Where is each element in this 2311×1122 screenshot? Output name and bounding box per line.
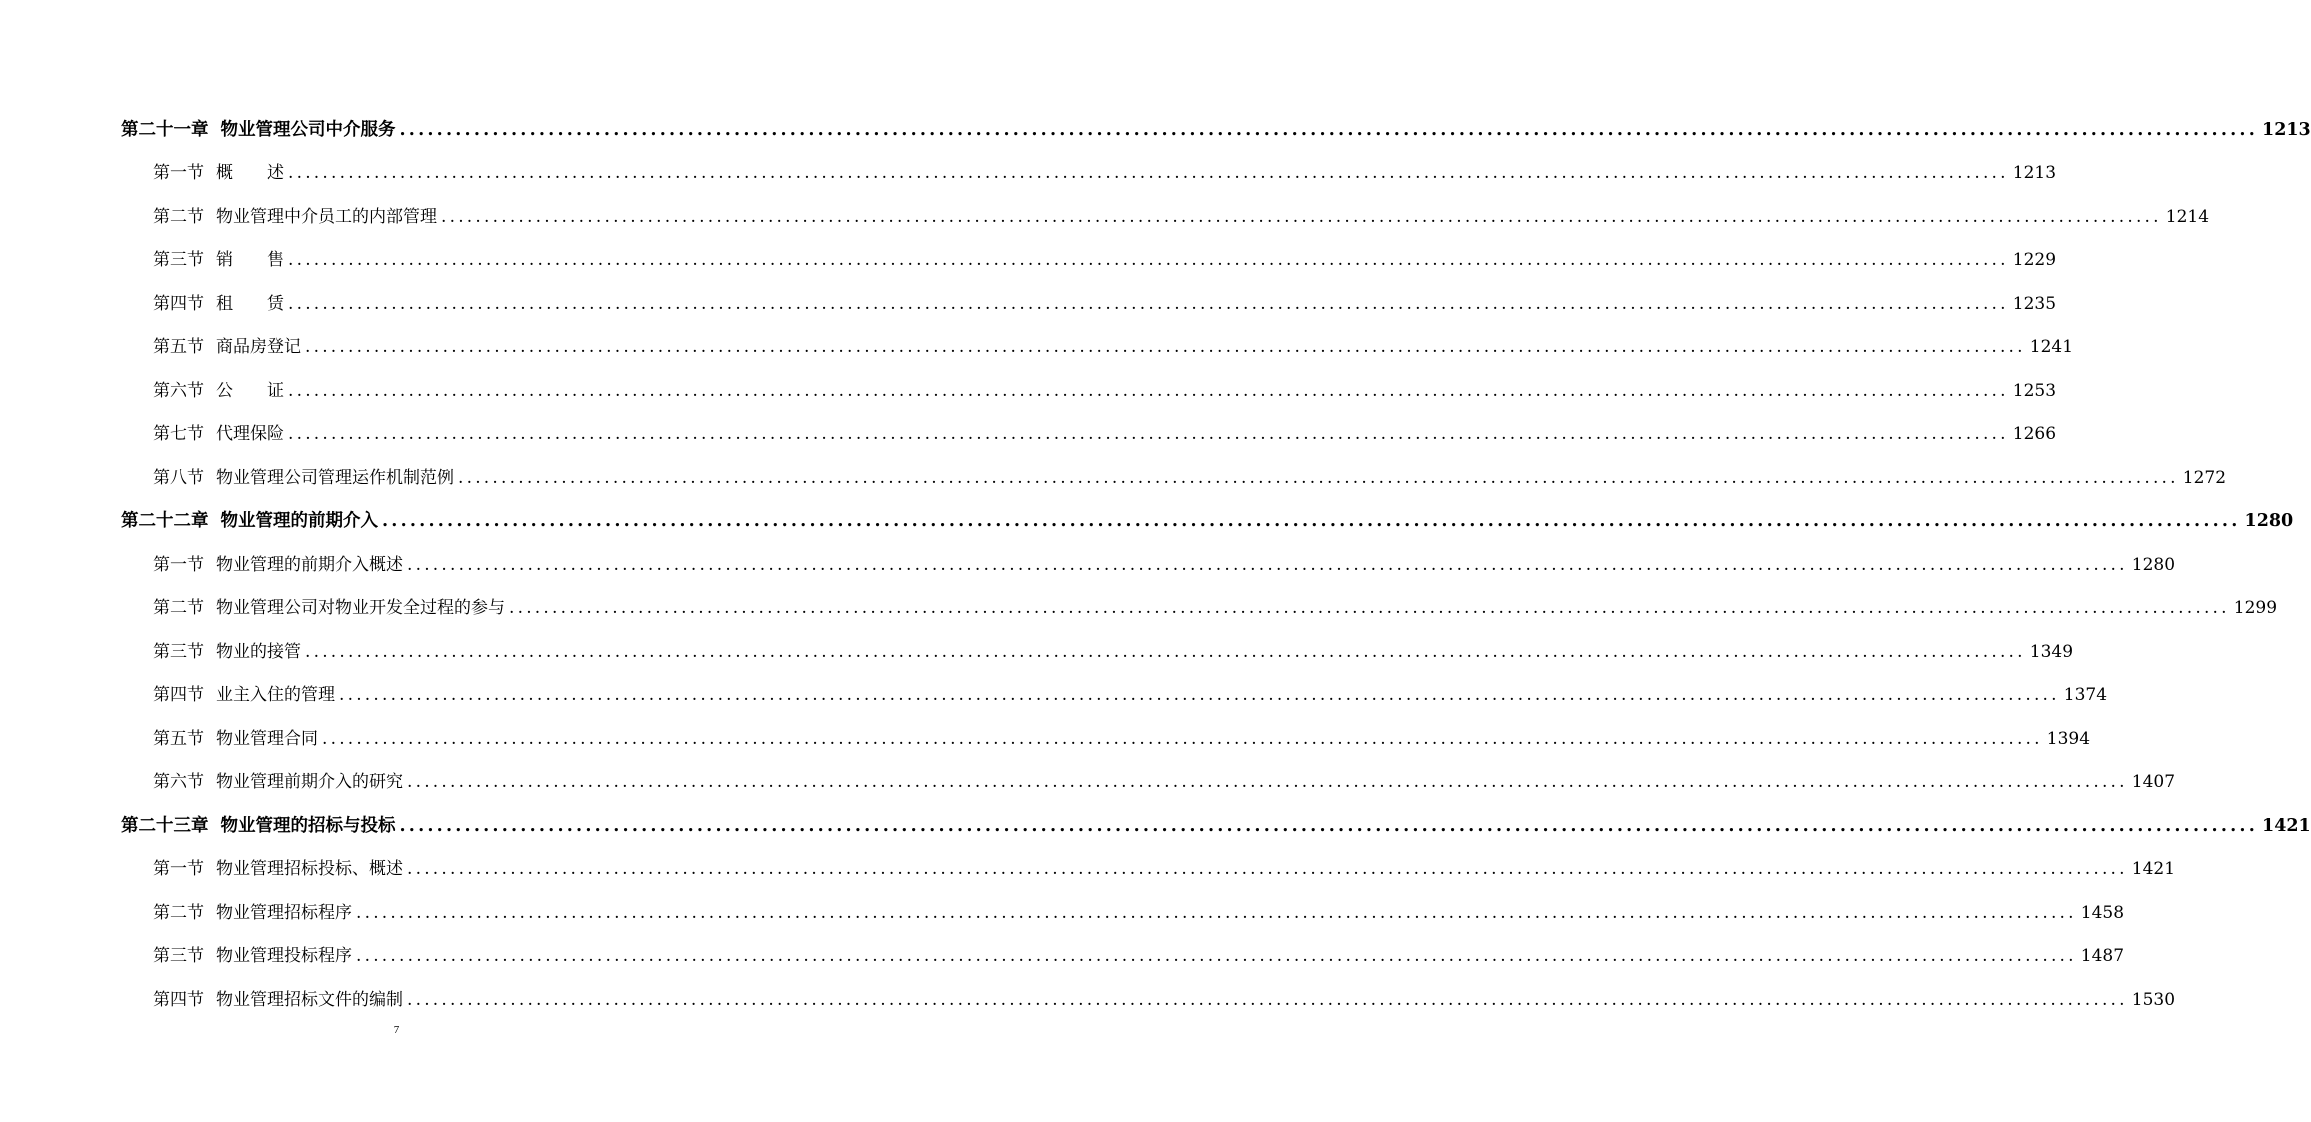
section-title: 物业管理投标程序 — [216, 946, 352, 966]
page-ref: 1458 — [2080, 902, 2125, 923]
toc-section-entry[interactable] — [121, 531, 2176, 575]
page-ref: 1349 — [2029, 641, 2074, 662]
dot-leader: ........................................................................................................................................................................................................ — [305, 337, 2026, 357]
section-title: 物业管理中介员工的内部管理 — [216, 206, 437, 227]
toc-section-entry[interactable] — [121, 401, 2057, 445]
page-ref: 1241 — [2029, 337, 2074, 357]
dot-leader: ........................................................................................................................................................................................................ — [509, 598, 2230, 618]
toc-section-entry[interactable] — [121, 183, 2210, 227]
section-label: 第四节 — [153, 293, 204, 314]
page-ref: 1229 — [2012, 250, 2057, 270]
toc-section-entry[interactable] — [121, 357, 2057, 401]
chapter-label: 第二十三章 — [121, 815, 209, 836]
dot-leader: ........................................................................................................................................................................................................ — [399, 815, 2259, 836]
toc-section-entry[interactable] — [121, 879, 2125, 923]
page-ref: 1213 — [2012, 163, 2057, 183]
page-ref: 1235 — [2012, 293, 2057, 314]
dot-leader: ........................................................................................................................................................................................................ — [407, 989, 2128, 1010]
section-label: 第八节 — [153, 467, 204, 488]
section-label: 第二节 — [153, 902, 204, 923]
dot-leader: ........................................................................................................................................................................................................ — [399, 119, 2259, 140]
toc-section-entry[interactable] — [121, 444, 2227, 488]
section-title: 物业管理合同 — [216, 728, 318, 749]
section-title: 物业管理公司对物业开发全过程的参与 — [216, 598, 505, 618]
section-label: 第七节 — [153, 424, 204, 444]
dot-leader: ........................................................................................................................................................................................................ — [339, 685, 2060, 705]
toc-chapter-entry[interactable] — [121, 96, 2311, 140]
page-ref: 1530 — [2131, 989, 2176, 1010]
toc-section-entry[interactable] — [121, 140, 2057, 184]
chapter-title: 物业管理的招标与投标 — [220, 815, 396, 836]
section-title: 商品房登记 — [216, 337, 301, 357]
section-label: 第五节 — [153, 337, 204, 357]
dot-leader: ........................................................................................................................................................................................................ — [458, 467, 2179, 488]
page-ref: 1213 — [2262, 119, 2311, 140]
toc-section-entry[interactable] — [121, 662, 2108, 706]
dot-leader: ........................................................................................................................................................................................................ — [356, 902, 2077, 923]
toc-section-entry[interactable] — [121, 314, 2074, 358]
section-title: 物业管理招标程序 — [216, 902, 352, 923]
dot-leader: ........................................................................................................................................................................................................ — [441, 206, 2162, 227]
section-label: 第六节 — [153, 772, 204, 792]
section-title: 物业管理前期介入的研究 — [216, 772, 403, 792]
dot-leader: ........................................................................................................................................................................................................ — [288, 293, 2009, 314]
section-label: 第一节 — [153, 163, 204, 183]
section-label: 第四节 — [153, 989, 204, 1010]
section-title: 物业管理的前期介入概述 — [216, 554, 403, 575]
page-ref: 1374 — [2063, 685, 2108, 705]
page-ref: 1394 — [2046, 728, 2091, 749]
chapter-title: 物业管理公司中介服务 — [220, 119, 396, 140]
toc-section-entry[interactable] — [121, 705, 2091, 749]
chapter-title: 物业管理的前期介入 — [220, 511, 378, 531]
section-label: 第五节 — [153, 728, 204, 749]
page-ref: 1280 — [2244, 511, 2294, 531]
page-ref: 1299 — [2233, 598, 2278, 618]
page-ref: 1272 — [2182, 467, 2227, 488]
page-ref: 1253 — [2012, 380, 2057, 401]
section-title: 物业管理招标文件的编制 — [216, 989, 403, 1010]
toc-section-entry[interactable] — [121, 966, 2176, 1010]
page-ref: 1214 — [2165, 206, 2210, 227]
section-label: 第三节 — [153, 250, 204, 270]
dot-leader: ........................................................................................................................................................................................................ — [288, 424, 2009, 444]
section-label: 第四节 — [153, 685, 204, 705]
toc-chapter-entry[interactable] — [121, 792, 2311, 836]
toc-section-entry[interactable] — [121, 227, 2057, 271]
dot-leader: ........................................................................................................................................................................................................ — [407, 859, 2128, 879]
section-label: 第二节 — [153, 206, 204, 227]
page-ref: 1407 — [2131, 772, 2176, 792]
dot-leader: ........................................................................................................................................................................................................ — [288, 250, 2009, 270]
section-title: 概 述 — [216, 163, 284, 183]
page-ref: 1421 — [2131, 859, 2176, 879]
toc-section-entry[interactable] — [121, 749, 2176, 793]
section-label: 第二节 — [153, 598, 204, 618]
dot-leader: ........................................................................................................................................................................................................ — [288, 163, 2009, 183]
section-title: 销 售 — [216, 250, 284, 270]
dot-leader: ........................................................................................................................................................................................................ — [305, 641, 2026, 662]
table-of-contents — [121, 96, 2311, 1010]
section-label: 第三节 — [153, 641, 204, 662]
section-title: 租 赁 — [216, 293, 284, 314]
section-title: 物业管理公司管理运作机制范例 — [216, 467, 454, 488]
section-label: 第三节 — [153, 946, 204, 966]
section-label: 第一节 — [153, 859, 204, 879]
chapter-label: 第二十二章 — [121, 511, 209, 531]
dot-leader: ........................................................................................................................................................................................................ — [382, 511, 2241, 531]
section-title: 业主入住的管理 — [216, 685, 335, 705]
page-ref: 1280 — [2131, 554, 2176, 575]
dot-leader: ........................................................................................................................................................................................................ — [322, 728, 2043, 749]
section-label: 第一节 — [153, 554, 204, 575]
dot-leader: ........................................................................................................................................................................................................ — [356, 946, 2077, 966]
section-label: 第六节 — [153, 380, 204, 401]
section-title: 代理保险 — [216, 424, 284, 444]
page-ref: 1421 — [2262, 815, 2311, 836]
toc-section-entry[interactable] — [121, 836, 2176, 880]
toc-section-entry[interactable] — [121, 270, 2057, 314]
dot-leader: ........................................................................................................................................................................................................ — [407, 554, 2128, 575]
toc-section-entry[interactable] — [121, 575, 2278, 619]
section-title: 物业的接管 — [216, 641, 301, 662]
page-ref: 1266 — [2012, 424, 2057, 444]
dot-leader: ........................................................................................................................................................................................................ — [407, 772, 2128, 792]
toc-section-entry[interactable] — [121, 618, 2074, 662]
chapter-label: 第二十一章 — [121, 119, 209, 140]
dot-leader: ........................................................................................................................................................................................................ — [288, 380, 2009, 401]
toc-section-entry[interactable] — [121, 923, 2125, 967]
page-number: 7 — [393, 1024, 400, 1036]
section-title: 公 证 — [216, 380, 284, 401]
section-title: 物业管理招标投标、概述 — [216, 859, 403, 879]
toc-chapter-entry[interactable] — [121, 488, 2294, 532]
page-ref: 1487 — [2080, 946, 2125, 966]
